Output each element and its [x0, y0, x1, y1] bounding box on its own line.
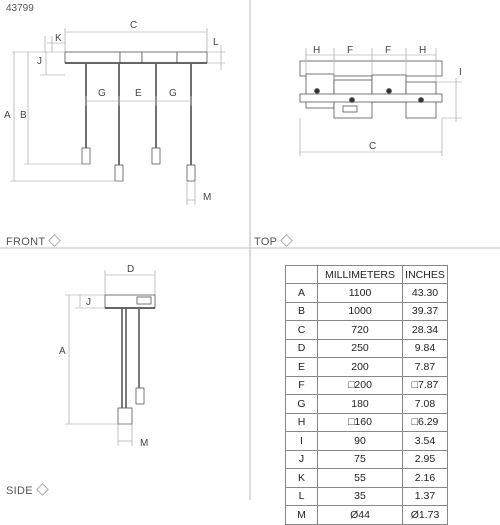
cube-icon	[49, 234, 61, 246]
table-cell-in: 39.37	[403, 302, 448, 321]
front-canopy-left	[65, 52, 120, 63]
table-cell-mm: 90	[318, 432, 403, 451]
top-view	[300, 48, 462, 156]
table-row	[286, 506, 448, 525]
table-row	[286, 376, 448, 395]
front-label-g2: G	[169, 88, 177, 99]
table-cell-key: F	[286, 376, 318, 395]
front-canopy-right	[177, 52, 207, 63]
table-cell-mm: 55	[318, 469, 403, 488]
table-cell-in: □6.29	[403, 413, 448, 432]
table-row	[286, 395, 448, 414]
product-code: 43799	[6, 3, 34, 14]
table-row	[286, 469, 448, 488]
dimensions-table	[285, 265, 448, 525]
table-row	[286, 284, 448, 303]
table-row	[286, 339, 448, 358]
front-label-g1: G	[98, 88, 106, 99]
front-shade-1	[82, 148, 90, 164]
table-cell-key: J	[286, 450, 318, 469]
cube-icon	[36, 483, 48, 495]
table-cell-mm: 1000	[318, 302, 403, 321]
table-cell-in: □7.87	[403, 376, 448, 395]
table-cell-in: 1.37	[403, 487, 448, 506]
table-cell-mm: 200	[318, 358, 403, 377]
table-cell-in: 7.87	[403, 358, 448, 377]
table-row	[286, 487, 448, 506]
table-cell-in: 28.34	[403, 321, 448, 340]
side-shade-2	[136, 388, 144, 404]
table-cell-in: 2.95	[403, 450, 448, 469]
table-cell-key: H	[286, 413, 318, 432]
front-shade-2	[115, 165, 123, 181]
table-row	[286, 321, 448, 340]
front-label-l: L	[213, 37, 219, 48]
table-cell-key: I	[286, 432, 318, 451]
side-label-a: A	[59, 346, 66, 357]
front-label-e: E	[135, 88, 142, 99]
top-label-f2: F	[385, 45, 392, 56]
table-header-row	[286, 266, 448, 284]
table-cell-in: 2.16	[403, 469, 448, 488]
top-label-h1: H	[313, 45, 321, 56]
front-label-b: B	[20, 110, 27, 121]
front-label-c: C	[130, 20, 138, 31]
front-label-k: K	[55, 33, 62, 44]
front-view-label: FRONT	[6, 235, 60, 248]
table-row	[286, 432, 448, 451]
table-cell-mm: □160	[318, 413, 403, 432]
front-shade-3	[152, 148, 160, 164]
table-cell-key: E	[286, 358, 318, 377]
top-label-h2: H	[419, 45, 427, 56]
table-cell-key: L	[286, 487, 318, 506]
table-cell-key: A	[286, 284, 318, 303]
top-square-left	[306, 74, 334, 108]
side-view-label: SIDE	[6, 484, 48, 497]
table-header-mm: MILLIMETERS	[318, 266, 403, 284]
front-label-j: J	[37, 56, 42, 67]
side-shade-1	[118, 408, 132, 424]
table-cell-in: 43.30	[403, 284, 448, 303]
table-cell-in: 7.08	[403, 395, 448, 414]
table-cell-mm: 1100	[318, 284, 403, 303]
side-label-m: M	[140, 438, 149, 449]
top-label-i: I	[459, 67, 462, 78]
side-label-j: J	[86, 297, 91, 308]
table-cell-in: 9.84	[403, 339, 448, 358]
side-label-d: D	[127, 264, 135, 275]
table-cell-mm: 180	[318, 395, 403, 414]
table-cell-key: G	[286, 395, 318, 414]
table-row	[286, 302, 448, 321]
top-label-c: C	[369, 141, 377, 152]
table-cell-mm: 75	[318, 450, 403, 469]
side-view	[65, 270, 155, 446]
table-cell-mm: 250	[318, 339, 403, 358]
table-cell-key: C	[286, 321, 318, 340]
table-cell-key: M	[286, 506, 318, 525]
front-label-m: M	[203, 192, 212, 203]
top-label-f1: F	[347, 45, 354, 56]
table-cell-mm: 720	[318, 321, 403, 340]
front-label-a: A	[4, 110, 11, 121]
table-row	[286, 450, 448, 469]
table-cell-key: K	[286, 469, 318, 488]
table-cell-mm: Ø44	[318, 506, 403, 525]
table-cell-in: 3.54	[403, 432, 448, 451]
table-row	[286, 413, 448, 432]
front-shade-4	[187, 165, 195, 181]
table-cell-key: D	[286, 339, 318, 358]
table-cell-mm: 35	[318, 487, 403, 506]
top-view-label: TOP	[254, 235, 292, 248]
cube-icon	[281, 234, 293, 246]
side-dimension-labels	[59, 264, 148, 449]
table-row	[286, 358, 448, 377]
table-cell-key: B	[286, 302, 318, 321]
table-header-in: INCHES	[403, 266, 448, 284]
table-header-key	[286, 266, 318, 284]
table-cell-mm: □200	[318, 376, 403, 395]
table-cell-in: Ø1.73	[403, 506, 448, 525]
front-view	[10, 28, 225, 205]
